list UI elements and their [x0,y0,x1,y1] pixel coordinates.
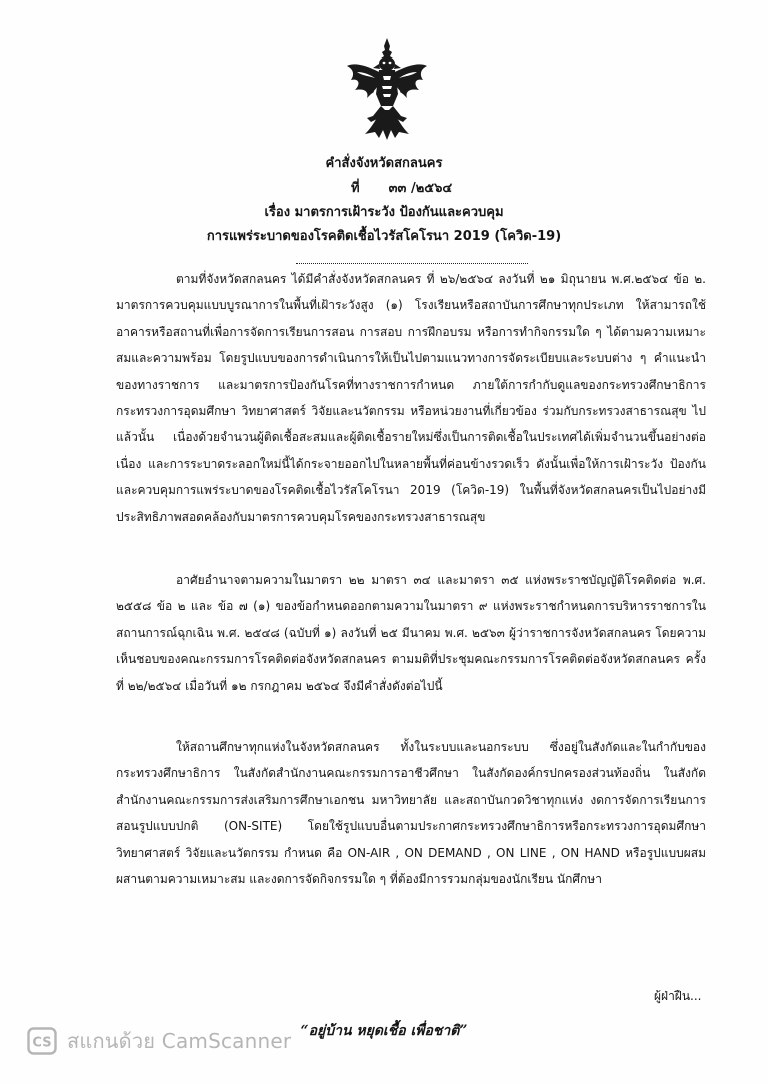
order-number [351,180,452,198]
camscanner-watermark [27,1027,291,1055]
separator-line [296,263,528,264]
body-paragraph-1: ตามที่จังหวัดสกลนคร ได้มีคำสั่งจังหวัดสกลนคร ที่ ๒๖/๒๕๖๔ ลงวันที่ ๒๑ มิถุนายน พ.ศ.๒๕๖๔ ข้อ ๒. มาตรการควบคุมแบบบูรณาการในพื้นที่เฝ้าระวังสูง (๑) โรงเรียนหรือสถาบันการศึกษาทุกประเภท ให้สามารถใช้อาคารหรือสถานที่เพื่อการจัดการเรียนการสอน การสอบ การฝึกอบรม หรือการทำกิจกรรมใด ๆ ได้ตามความเหมาะสมและความพร้อม โดยรูปแบบของการดำเนินการให้เป็นไปตามแนวทางการจัดระเบียบและระบบต่าง ๆ คำแนะนำของทางราชการ และมาตรการป้องกันโรคที่ทางราชการกำหนด ภายใต้การกำกับดูแลของกระทรวงศึกษาธิการ กระทรวงการอุดมศึกษา วิทยาศาสตร์ วิจัยและนวัตกรรม หรือหน่วยงานที่เกี่ยวข้อง ร่วมกับกระทรวงสาธารณสุข ไปแล้วนั้น เนื่องด้วยจำนวนผู้ติดเชื้อสะสมและผู้ติดเชื้อรายใหม่ซึ่งเป็นการติดเชื้อในประเทศได้เพิ่มจำนวนขึ้นอย่างต่อเนื่อง และการระบาดระลอกใหม่นี้ได้กระจายออกไปในหลายพื้นที่ค่อนข้างรวดเร็ว ดังนั้นเพื่อให้การเฝ้าระวัง ป้องกันและควบคุมการแพร่ระบาดของโรคติดเชื้อไวรัสโคโรนา 2019 (โควิด-19) ในพื้นที่จังหวัดสกลนครเป็นไปอย่างมีประสิทธิภาพสอดคล้องกับมาตรการควบคุมโรคของกระทรวงสาธารณสุข [116,272,706,524]
slogan: “อยู่บ้าน หยุดเชื้อ เพื่อชาติ” [300,1023,468,1039]
watermark-text: สแกนด้วย CamScanner [67,1029,292,1053]
next-page-marker: ผู้ฝ่าฝืน... [654,989,702,1003]
order-title: คำสั่งจังหวัดสกลนคร [325,156,443,171]
camscanner-logo-text: CS [32,1035,52,1051]
body-paragraph-2: อาศัยอำนาจตามความในมาตรา ๒๒ มาตรา ๓๔ และมาตรา ๓๕ แห่งพระราชบัญญัติโรคติดต่อ พ.ศ. ๒๕๕๘ ข้อ ๒ และ ข้อ ๗ (๑) ของข้อกำหนดออกตามความในมาตรา ๙ แห่งพระราชกำหนดการบริหารราชการในสถานการณ์ฉุกเฉิน พ.ศ. ๒๕๔๘ (ฉบับที่ ๑) ลงวันที่ ๒๕ มีนาคม พ.ศ. ๒๕๖๓ ผู้ว่าราชการจังหวัดสกลนคร โดยความเห็นชอบของคณะกรรมการโรคติดต่อจังหวัดสกลนคร ตามมติที่ประชุมคณะกรรมการโรคติดต่อจังหวัดสกลนคร ครั้งที่ ๒๒/๒๕๖๔ เมื่อวันที่ ๑๒ กรกฎาคม ๒๕๖๔ จึงมีคำสั่งดังต่อไปนี้ [116,573,706,693]
subject-line-1: เรื่อง มาตรการเฝ้าระวัง ป้องกันและควบคุม [264,205,504,220]
camscanner-logo-icon [27,1027,57,1055]
order-number-label: ที่ [351,181,360,196]
garuda-emblem-icon [345,36,429,142]
subject-line-2: การแพร่ระบาดของโรคติดเชื้อไวรัสโคโรนา 2019 (โควิด-19) [206,229,562,244]
body-paragraph-3: ให้สถานศึกษาทุกแห่งในจังหวัดสกลนคร ทั้งในระบบและนอกระบบ ซึ่งอยู่ในสังกัดและในกำกับของกระทรวงศึกษาธิการ ในสังกัดสำนักงานคณะกรรมการอาชีวศึกษา ในสังกัดองค์กรปกครองส่วนท้องถิ่น ในสังกัดสำนักงานคณะกรรมการส่งเสริมการศึกษาเอกชน มหาวิทยาลัย และสถาบันกวดวิชาทุกแห่ง งดการจัดการเรียนการสอนรูปแบบปกติ (ON-SITE) โดยใช้รูปแบบอื่นตามประกาศกระทรวงศึกษาธิการหรือกระทรวงการอุดมศึกษา วิทยาศาสตร์ วิจัยและนวัตกรรม กำหนด คือ ON-AIR , ON DEMAND , ON LINE , ON HAND หรือรูปแบบผสมผสานตามความเหมาะสม และงดการจัดกิจกรรมใด ๆ ที่ต้องมีการรวมกลุ่มของนักเรียน นักศึกษา [116,740,706,887]
order-number-value: ๓๓ /๒๕๖๔ [388,181,453,196]
